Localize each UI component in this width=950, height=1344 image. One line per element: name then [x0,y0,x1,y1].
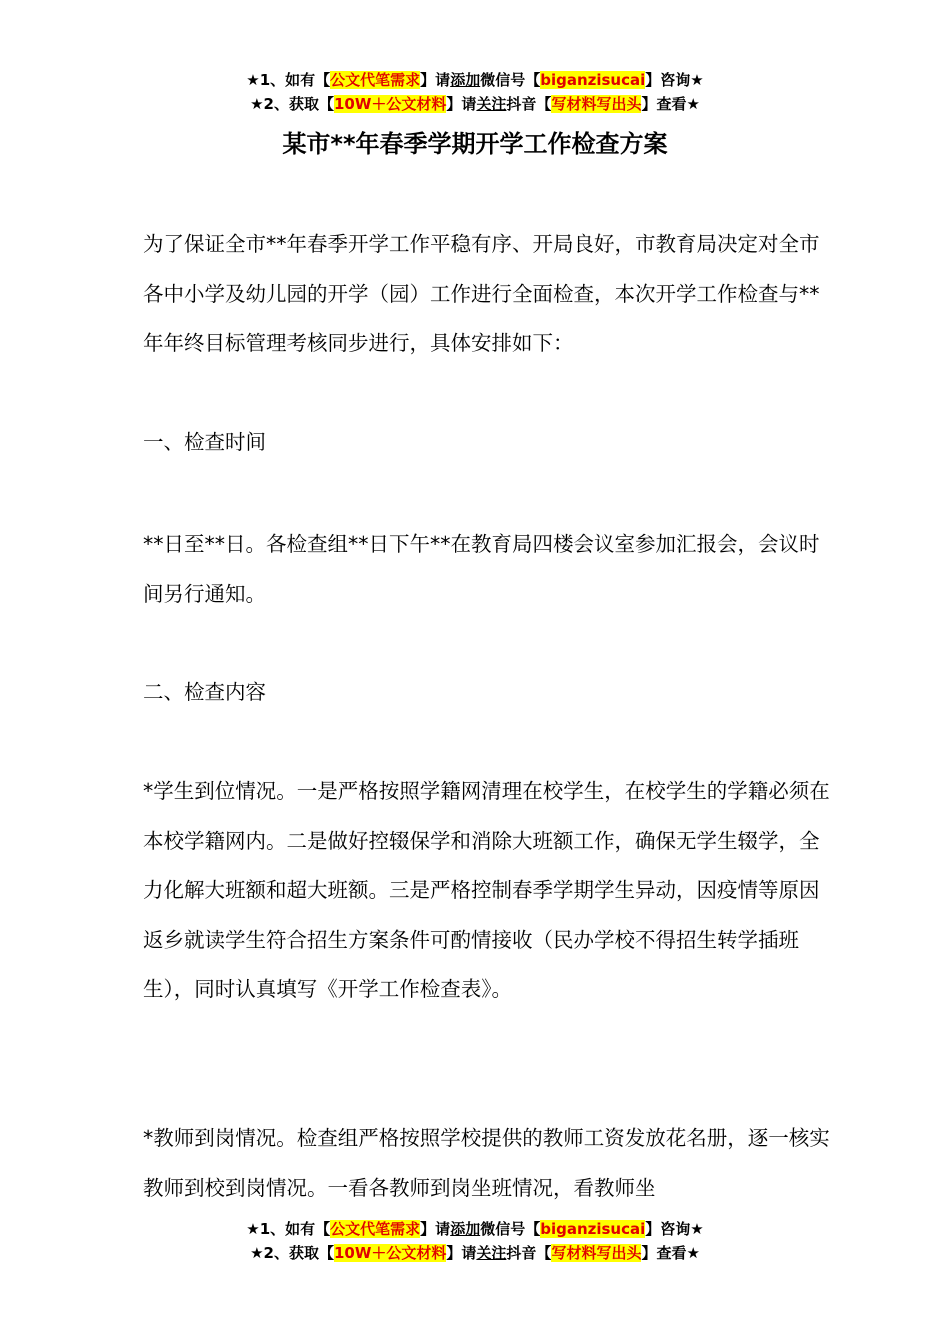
content-item-teachers: *教师到岗情况。检查组严格按照学校提供的教师工资发放花名册，逐一核实教师到校到岗情况。一看各教师到岗坐班情况，看教师坐 [143,1126,830,1200]
promo-line-2: ★2、获取【10W＋公文材料】请关注抖音【写材料写出头】查看★ [250,95,700,113]
promo-line-2: ★2、获取【10W＋公文材料】请关注抖音【写材料写出头】查看★ [250,1244,700,1262]
promo-banner-bottom [0,1217,950,1265]
highlight-douyin-name: 写材料写出头 [551,95,642,113]
document-title: 某市**年春季学期开学工作检查方案 [282,130,668,158]
content-item-students: *学生到位情况。一是严格按照学籍网清理在校学生，在校学生的学籍必须在本校学籍网内。二是做好控辍保学和消除大班额工作，确保无学生辍学，全力化解大班额和超大班额。三是严格控制春季学期学生异动，因疫情等原因返乡就读学生符合招生方案条件可酌情接收（民办学校不得招生转学插班生），同时认真填写《开学工作检查表》。 [143,779,830,1001]
promo-line-1: ★1、如有【公文代笔需求】请添加微信号【biganzisucai】咨询★ [246,1220,704,1238]
section-heading-time: 一、检查时间 [143,430,266,454]
section-heading-content: 二、检查内容 [143,680,266,704]
highlight-service: 公文代笔需求 [330,1220,421,1238]
highlight-wechat-id: biganzisucai [540,71,646,89]
promo-banner-top [0,68,950,116]
highlight-materials: 10W＋公文材料 [333,95,447,113]
highlight-materials: 10W＋公文材料 [333,1244,447,1262]
highlight-service: 公文代笔需求 [330,71,421,89]
highlight-douyin-name: 写材料写出头 [551,1244,642,1262]
highlight-wechat-id: biganzisucai [540,1220,646,1238]
intro-paragraph: 为了保证全市**年春季开学工作平稳有序、开局良好，市教育局决定对全市各中小学及幼儿园的开学（园）工作进行全面检查，本次开学工作检查与**年年终目标管理考核同步进行，具体安排如下： [143,232,820,355]
section-time-paragraph: **日至**日。各检查组**日下午**在教育局四楼会议室参加汇报会，会议时间另行通知。 [143,532,820,606]
promo-line-1: ★1、如有【公文代笔需求】请添加微信号【biganzisucai】咨询★ [246,71,704,89]
